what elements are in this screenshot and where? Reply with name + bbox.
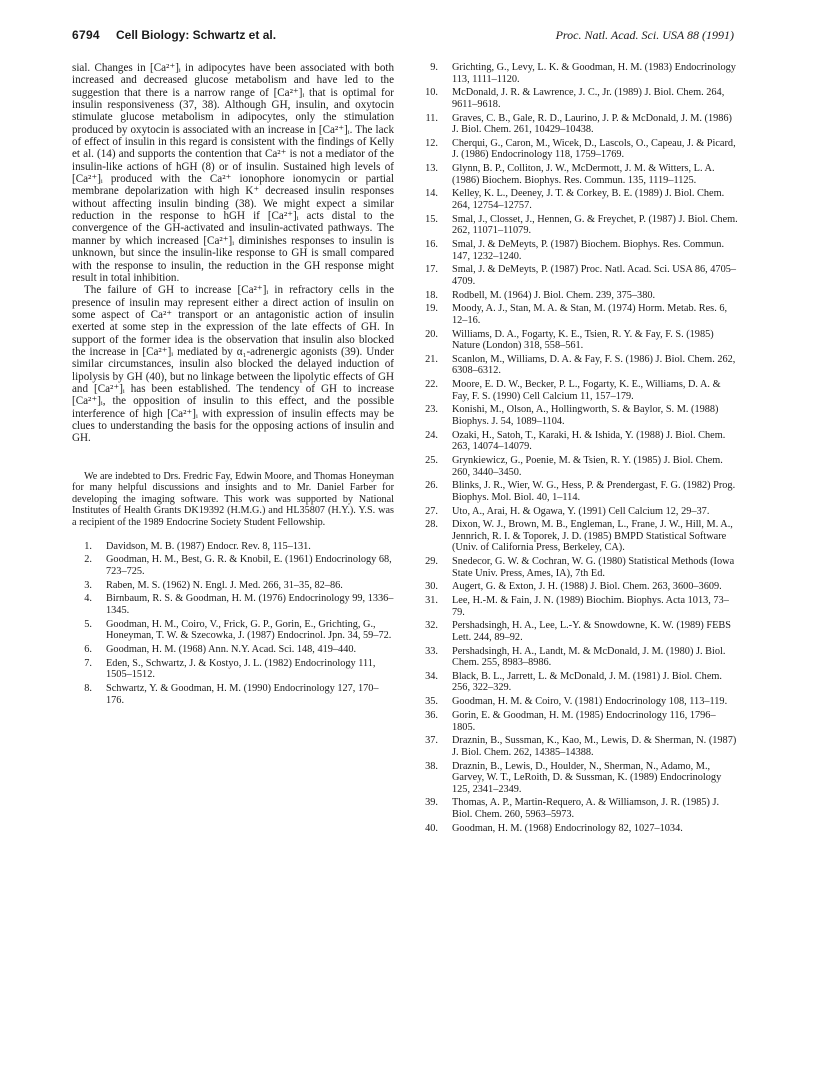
reference-item	[418, 480, 738, 503]
reference-number: 40.	[425, 822, 438, 834]
reference-number: 30.	[425, 581, 438, 593]
reference-text: Grynkiewicz, G., Poenie, M. & Tsien, R. Y. (1985) J. Biol. Chem. 260, 3440–3450.	[452, 454, 723, 478]
reference-text: Konishi, M., Olson, A., Hollingworth, S. & Baylor, S. M. (1988) Biophys. J. 54, 1089–1104.	[452, 404, 719, 427]
reference-number: 23.	[425, 404, 438, 416]
reference-item	[418, 239, 738, 262]
journal-citation: Proc. Natl. Acad. Sci. USA 88 (1991)	[555, 28, 734, 42]
reference-list-right	[418, 62, 738, 834]
reference-item	[72, 644, 394, 656]
reference-text: McDonald, J. R. & Lawrence, J. C., Jr. (1989) J. Biol. Chem. 264, 9611–9618.	[452, 87, 725, 110]
reference-text: Smal, J. & DeMeyts, P. (1987) Biochem. Biophys. Res. Commun. 147, 1232–1240.	[452, 238, 725, 262]
running-title: Cell Biology: Schwartz et al.	[116, 28, 277, 42]
reference-number: 20.	[425, 328, 438, 340]
reference-item	[418, 354, 738, 377]
reference-text: Glynn, B. P., Colliton, J. W., McDermott, J. M. & Witters, L. A. (1986) Biochem. Biophys. Res. Commun. 135, 1119–1125.	[452, 163, 715, 186]
reference-item	[418, 188, 738, 211]
reference-number: 32.	[425, 620, 438, 632]
reference-number: 38.	[425, 760, 438, 772]
reference-text: Goodman, H. M., Best, G. R. & Knobil, E. (1961) Endocrinology 68, 723–725.	[106, 554, 392, 577]
reference-number: 31.	[425, 595, 438, 607]
reference-item	[72, 593, 394, 616]
reference-number: 34.	[425, 670, 438, 682]
reference-number: 6.	[84, 643, 92, 655]
reference-number: 14.	[425, 188, 438, 200]
reference-number: 22.	[425, 379, 438, 391]
reference-number: 15.	[425, 213, 438, 225]
reference-number: 37.	[425, 735, 438, 747]
reference-number: 3.	[84, 579, 92, 591]
reference-number: 16.	[425, 238, 438, 250]
reference-item	[418, 620, 738, 643]
reference-text: Rodbell, M. (1964) J. Biol. Chem. 239, 375–380.	[452, 289, 656, 301]
reference-number: 18.	[425, 289, 438, 301]
reference-text: Smal, J. & DeMeyts, P. (1987) Proc. Natl. Acad. Sci. USA 86, 4705–4709.	[452, 264, 737, 287]
reference-number: 35.	[425, 696, 438, 708]
reference-item	[418, 581, 738, 593]
reference-number: 7.	[84, 657, 92, 669]
reference-item	[418, 379, 738, 402]
reference-number: 12.	[425, 137, 438, 149]
reference-number: 27.	[425, 505, 438, 517]
reference-text: Goodman, H. M. (1968) Ann. N.Y. Acad. Sci. 148, 419–440.	[106, 643, 357, 655]
reference-item	[418, 506, 738, 518]
reference-number: 13.	[425, 163, 438, 175]
reference-item	[418, 430, 738, 453]
reference-item	[72, 541, 394, 553]
reference-number: 11.	[425, 112, 438, 124]
reference-item	[418, 823, 738, 835]
left-column	[72, 62, 394, 708]
reference-number: 29.	[425, 556, 438, 568]
acknowledgment: We are indebted to Drs. Fredric Fay, Edwin Moore, and Thomas Honeyman for many helpful discussions and insights and to Mr. Daniel Farber for developing the imaging software. This work was supported by National Institutes of Health Grants DK19392 (H.M.G.) and HL35807 (H.Y.). Y.S. was a recipient of the 1989 Endocrine Society Student Fellowship.	[72, 470, 394, 529]
reference-text: Williams, D. A., Fogarty, K. E., Tsien, R. Y. & Fay, F. S. (1985) Nature (London) 318, 558–561.	[452, 328, 714, 352]
reference-text: Pershadsingh, H. A., Landt, M. & McDonald, J. M. (1980) J. Biol. Chem. 255, 8983–8986.	[452, 645, 726, 669]
reference-text: Scanlon, M., Williams, D. A. & Fay, F. S. (1986) J. Biol. Chem. 262, 6308–6312.	[452, 353, 736, 377]
reference-text: Draznin, B., Lewis, D., Houlder, N., Sherman, N., Adamo, M., Garvey, W. T., LeRoith, D. & Sussman, K. (1989) Endocrinology 125, 2341–2349.	[452, 760, 722, 795]
reference-item	[418, 595, 738, 618]
body-paragraph: The failure of GH to increase [Ca²⁺]ᵢ in refractory cells in the presence of insulin may represent either a direct action of insulin on some aspect of Ca²⁺ transport or an antagonistic action of insulin exerted at some step in the expression of the late effects of GH. In support of the former idea is the observation that insulin also blocked the increase in [Ca²⁺]ᵢ mediated by α₁-adrenergic agonists (39). Under similar circumstances, insulin also blocked the delayed induction of lipolysis by GH (40), but no linkage between the lipolytic effects of GH and [Ca²⁺]ᵢ has been established. The tendency of GH to increase [Ca²⁺]ᵢ, the opposition of insulin to this effect, and the possible interference of high [Ca²⁺]ᵢ with expression of insulin effects may be clues to understanding the basis for the opposing actions of insulin and GH.	[72, 284, 394, 445]
reference-item	[418, 556, 738, 579]
reference-item	[418, 671, 738, 694]
reference-text: Birnbaum, R. S. & Goodman, H. M. (1976) Endocrinology 99, 1336–1345.	[106, 593, 394, 616]
reference-number: 10.	[425, 87, 438, 99]
reference-text: Gorin, E. & Goodman, H. M. (1985) Endocrinology 116, 1796–1805.	[452, 709, 716, 733]
reference-text: Cherqui, G., Caron, M., Wicek, D., Lascols, O., Capeau, J. & Picard, J. (1986) Endocrinology 118, 1759–1769.	[452, 137, 736, 161]
reference-item	[418, 735, 738, 758]
reference-text: Moore, E. D. W., Becker, P. L., Fogarty, K. E., Williams, D. A. & Fay, F. S. (1990) Cell Calcium 11, 157–179.	[452, 379, 721, 402]
reference-item	[418, 404, 738, 427]
reference-text: Goodman, H. M., Coiro, V., Frick, G. P., Gorin, E., Grichting, G., Honeyman, T. W. & Szecowka, J. (1987) Endocrinol. Jpn. 34, 59–72.	[106, 618, 392, 642]
reference-text: Snedecor, G. W. & Cochran, W. G. (1980) Statistical Methods (Iowa State Univ. Press, Ames, IA), 7th Ed.	[452, 556, 735, 579]
reference-number: 17.	[425, 264, 438, 276]
reference-item	[72, 554, 394, 577]
reference-text: Moody, A. J., Stan, M. A. & Stan, M. (1974) Horm. Metab. Res. 6, 12–16.	[452, 303, 728, 326]
reference-list-left	[72, 541, 394, 706]
reference-item	[418, 163, 738, 186]
reference-number: 8.	[84, 682, 92, 694]
reference-number: 26.	[425, 480, 438, 492]
reference-text: Eden, S., Schwartz, J. & Kostyo, J. L. (1982) Endocrinology 111, 1505–1512.	[106, 657, 376, 681]
reference-item	[418, 214, 738, 237]
reference-item	[418, 646, 738, 669]
reference-item	[72, 683, 394, 706]
reference-number: 2.	[84, 554, 92, 566]
reference-item	[418, 62, 738, 85]
reference-text: Draznin, B., Sussman, K., Kao, M., Lewis, D. & Sherman, N. (1987) J. Biol. Chem. 262, 14385–14388.	[452, 735, 737, 758]
reference-number: 24.	[425, 429, 438, 441]
reference-item	[418, 113, 738, 136]
reference-text: Graves, C. B., Gale, R. D., Laurino, J. P. & McDonald, J. M. (1986) J. Biol. Chem. 261, 10429–10438.	[452, 112, 732, 136]
reference-item	[418, 329, 738, 352]
reference-item	[72, 619, 394, 642]
reference-text: Ozaki, H., Satoh, T., Karaki, H. & Ishida, Y. (1988) J. Biol. Chem. 263, 14074–14079.	[452, 429, 726, 453]
reference-text: Thomas, A. P., Martin-Requero, A. & Williamson, J. R. (1985) J. Biol. Chem. 260, 5963–5973.	[452, 797, 720, 820]
reference-number: 28.	[425, 519, 438, 531]
reference-item	[72, 580, 394, 592]
reference-text: Raben, M. S. (1962) N. Engl. J. Med. 266, 31–35, 82–86.	[106, 579, 343, 591]
reference-number: 1.	[84, 540, 92, 552]
reference-number: 39.	[425, 797, 438, 809]
reference-item	[418, 710, 738, 733]
reference-text: Smal, J., Closset, J., Hennen, G. & Freychet, P. (1987) J. Biol. Chem. 262, 11071–11079.	[452, 213, 738, 237]
reference-item	[418, 290, 738, 302]
reference-text: Kelley, K. L., Deeney, J. T. & Corkey, B. E. (1989) J. Biol. Chem. 264, 12754–12757.	[452, 188, 725, 211]
reference-number: 21.	[425, 353, 438, 365]
reference-text: Grichting, G., Levy, L. K. & Goodman, H. M. (1983) Endocrinology 113, 1111–1120.	[452, 62, 736, 85]
reference-number: 9.	[430, 62, 438, 73]
reference-number: 19.	[425, 303, 438, 315]
reference-item	[418, 519, 738, 554]
reference-item	[72, 658, 394, 681]
reference-text: Dixon, W. J., Brown, M. B., Engleman, L., Frane, J. W., Hill, M. A., Jennrich, R. I. & Toporek, J. D. (1985) BMPD Statistical Software (Univ. of California Press, Berkeley, CA).	[452, 519, 733, 554]
reference-item	[418, 264, 738, 287]
reference-text: Black, B. L., Jarrett, L. & McDonald, J. M. (1981) J. Biol. Chem. 256, 322–329.	[452, 670, 722, 694]
reference-number: 36.	[425, 709, 438, 721]
reference-text: Blinks, J. R., Wier, W. G., Hess, P. & Prendergast, F. G. (1982) Prog. Biophys. Mol. Biol. 40, 1–114.	[452, 480, 736, 503]
reference-item	[418, 87, 738, 110]
reference-item	[418, 761, 738, 796]
reference-number: 25.	[425, 454, 438, 466]
reference-text: Schwartz, Y. & Goodman, H. M. (1990) Endocrinology 127, 170–176.	[106, 682, 379, 706]
reference-number: 33.	[425, 645, 438, 657]
reference-text: Goodman, H. M. & Coiro, V. (1981) Endocrinology 108, 113–119.	[452, 696, 728, 708]
reference-item	[418, 797, 738, 820]
reference-text: Pershadsingh, H. A., Lee, L.-Y. & Snowdowne, K. W. (1989) FEBS Lett. 244, 89–92.	[452, 620, 731, 643]
right-column	[418, 62, 738, 836]
page-header	[72, 28, 734, 48]
reference-text: Lee, H.-M. & Fain, J. N. (1989) Biochim. Biophys. Acta 1013, 73–79.	[452, 595, 729, 618]
reference-item	[418, 303, 738, 326]
reference-item	[418, 455, 738, 478]
reference-text: Davidson, M. B. (1987) Endocr. Rev. 8, 115–131.	[106, 540, 311, 552]
reference-text: Goodman, H. M. (1968) Endocrinology 82, 1027–1034.	[452, 822, 683, 834]
body-paragraph: sial. Changes in [Ca²⁺]ᵢ in adipocytes have been associated with both increased and decreased glucose metabolism and have led to the suggestion that there is a narrow range of [Ca²⁺]ᵢ that is optimal for insulin responsiveness (37, 38). Although GH, insulin, and oxytocin stimulate glucose metabolism in adipocytes, only the stimulation produced by oxytocin is associated with an increase in [Ca²⁺]ᵢ. The lack of effect of insulin in this regard is consistent with the findings of Kelly et al. (14) and supports the contention that Ca²⁺ is not a mediator of the insulin-like actions of hGH (8) or of insulin. Sustained high levels of [Ca²⁺]ᵢ produced with the Ca²⁺ ionophore ionomycin or partial membrane depolarization with high K⁺ decreased insulin responses without affecting insulin binding (38). We might expect a similar reduction in the response to hGH if [Ca²⁺]ᵢ acts distal to the convergence of the GH-activated and insulin-activated pathways. The manner by which increased [Ca²⁺]ᵢ diminishes responses to insulin is unknown, but since the insulin-like response to GH is small compared with the response to insulin, the reduction in the GH response might result in total inhibition.	[72, 62, 394, 284]
reference-item	[418, 138, 738, 161]
reference-text: Uto, A., Arai, H. & Ogawa, Y. (1991) Cell Calcium 12, 29–37.	[452, 505, 710, 517]
reference-number: 4.	[84, 593, 92, 605]
reference-number: 5.	[84, 618, 92, 630]
page-number: 6794	[72, 28, 100, 42]
reference-item	[418, 696, 738, 708]
reference-text: Augert, G. & Exton, J. H. (1988) J. Biol. Chem. 263, 3600–3609.	[452, 581, 722, 593]
